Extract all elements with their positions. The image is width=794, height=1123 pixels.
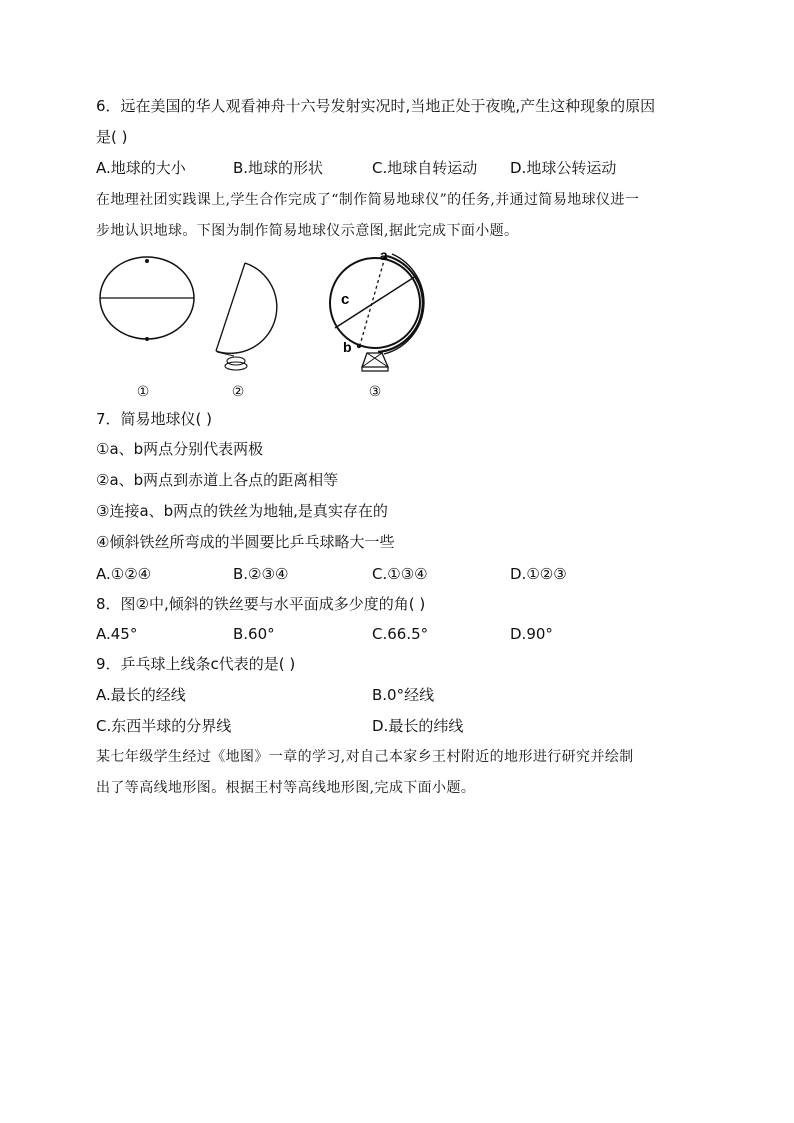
q7-option-a: A.①②④ (96, 565, 152, 583)
q6-option-d: D.地球公转运动 (510, 159, 617, 177)
q9-option-d: D.最长的纬线 (372, 717, 464, 735)
q9-option-b: B.0°经线 (372, 686, 435, 704)
intro1-line2: 步地认识地球。下图为制作简易地球仪示意图,据此完成下面小题。 (96, 223, 519, 239)
figure-3-simple-globe (330, 252, 424, 371)
q9-option-c: C.东西半球的分界线 (96, 717, 232, 735)
figure-label-2: ② (231, 384, 245, 400)
intro2-line1: 某七年级学生经过《地图》一章的学习,对自己本家乡王村附近的地形进行研究并绘制 (96, 749, 634, 765)
q7-option-c: C.①③④ (372, 565, 428, 583)
q6-option-b: B.地球的形状 (233, 159, 324, 177)
q9-stem: 9．乒乓球上线条c代表的是( ) (96, 655, 296, 673)
label-line-c: c (341, 291, 350, 308)
q7-statement-2: ②a、b两点到赤道上各点的距离相等 (96, 471, 339, 489)
q7-statement-1: ①a、b两点分别代表两极 (96, 440, 264, 458)
q7-option-d: D.①②③ (510, 565, 567, 583)
q7-statement-4: ④倾斜铁丝所弯成的半圆要比乒乓球略大一些 (96, 533, 395, 551)
bottom-point-dot (145, 337, 149, 341)
point-b-dot (357, 344, 361, 348)
q8-option-a: A.45° (96, 625, 138, 643)
q7-statement-3: ③连接a、b两点的铁丝为地轴,是真实存在的 (96, 502, 388, 520)
intro2-line2: 出了等高线地形图。根据王村等高线地形图,完成下面小题。 (96, 780, 476, 796)
label-point-b: b (343, 339, 352, 355)
q8-option-c: C.66.5° (372, 625, 429, 643)
q7-option-b: B.②③④ (233, 565, 289, 583)
q6-option-a: A.地球的大小 (96, 159, 186, 177)
top-point-dot (145, 259, 149, 263)
q8-option-b: B.60° (233, 625, 275, 643)
figure-label-1: ① (136, 384, 150, 400)
q6-option-c: C.地球自转运动 (372, 159, 478, 177)
globe-making-figure (96, 252, 436, 382)
figure-2-tilted-wire (216, 263, 277, 370)
figure-1-wire-ring (100, 257, 194, 341)
q9-option-a: A.最长的经线 (96, 686, 186, 704)
q8-option-d: D.90° (510, 625, 553, 643)
q6-stem-line1: 6．远在美国的华人观看神舟十六号发射实况时,当地正处于夜晚,产生这种现象的原因 (96, 97, 656, 115)
q7-stem: 7．简易地球仪( ) (96, 410, 213, 428)
figure-label-3: ③ (368, 384, 382, 400)
intro1-line1: 在地理社团实践课上,学生合作完成了“制作简易地球仪”的任务,并通过简易地球仪进一 (96, 192, 640, 208)
q6-stem-line2: 是( ) (96, 128, 128, 146)
q8-stem: 8．图②中,倾斜的铁丝要与水平面成多少度的角( ) (96, 595, 426, 613)
label-point-a: a (380, 252, 388, 263)
